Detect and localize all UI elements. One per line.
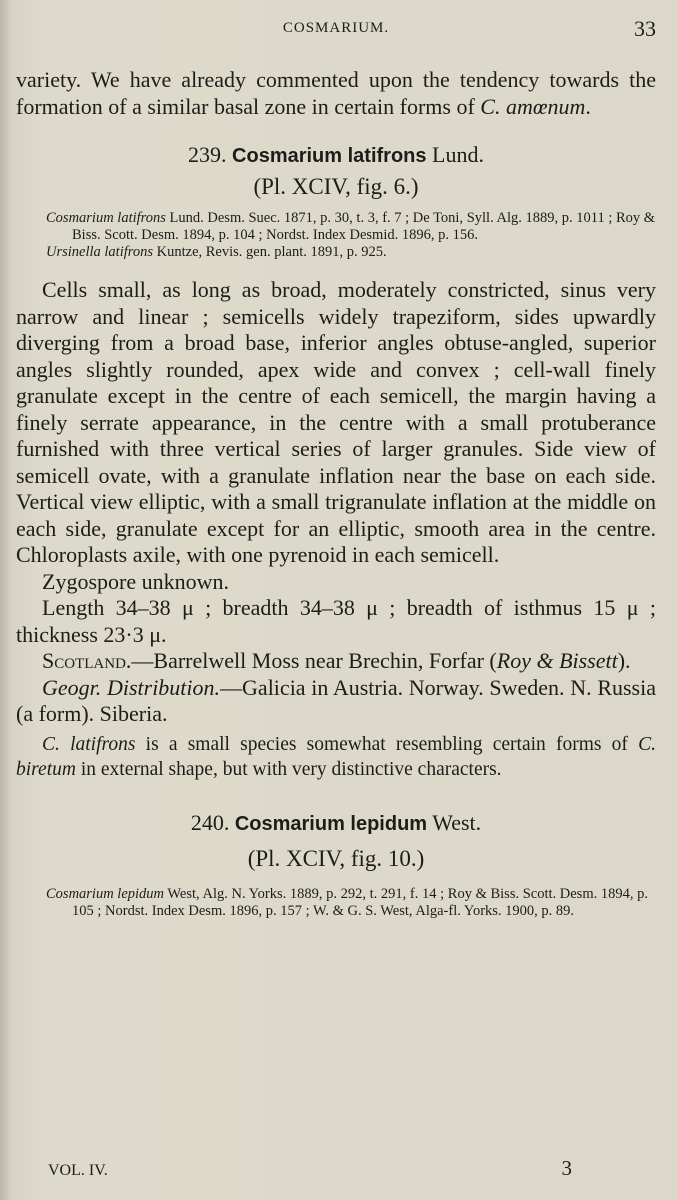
ref-text: Lund. Desm. Suec. 1871, p. 30, t. 3, f. 7 ; De Toni, Syll. Alg. 1889, p. 1011 ; Roy & Biss. Scott. Desm. 1894, p. 104 ; Nordst. Index Desmid. 1896, p. 156. <box>72 210 656 243</box>
scotland-label: Scotland. <box>42 648 132 673</box>
ref-name: Ursinella latifrons <box>46 244 154 260</box>
measurements: Length 34–38 μ ; breadth 34–38 μ ; breadth of isthmus 15 μ ; thickness 23·3 μ. <box>16 595 656 647</box>
species-number: 239. <box>188 142 227 167</box>
species-240-plate: (Pl. XCIV, fig. 10.) <box>247 845 425 871</box>
reference-1 <box>46 886 656 920</box>
running-head <box>16 0 656 40</box>
scotland-locality <box>16 648 656 675</box>
note-text: is a small species somewhat resembling certain forms of <box>135 733 639 755</box>
intro-species: C. amœnum <box>480 93 586 119</box>
note-species-2: C. biretum <box>16 733 656 780</box>
geogr-text: —Galicia in Austria. Norway. Sweden. N. Russia (a form). Siberia. <box>16 674 656 726</box>
intro-paragraph <box>16 67 656 120</box>
species-239-heading <box>16 142 656 168</box>
intro-end: . <box>585 93 591 119</box>
species-name: Cosmarium latifrons <box>232 145 427 167</box>
note-paragraph <box>16 732 656 782</box>
volume-label: VOL. IV. <box>48 1162 108 1179</box>
species-name: Cosmarium lepidum <box>234 812 428 835</box>
ref-text: Kuntze, Revis. gen. plant. 1891, p. 925. <box>153 244 387 260</box>
description: Cells small, as long as broad, moderately constricted, sinus very narrow and linear ; semicells widely trapeziform, sides upwardly diverging from a broad base, inferior angles obtuse-angled, superior angles slightly rounded, apex wide and convex ; cell-wall finely granulate except in the centre of each semicell, the margin having a finely serrate appearance, in the centre with a small protuberance furnished with three vertical series of larger granules. Side view of semicell ovate, with a granulate inflation near the base on each side. Vertical view elliptic, with a small trigranulate inflation at the middle on each side, granulate except for an elliptic, smooth area in the centre. Chloroplasts axile, with one pyrenoid in each semicell. <box>16 277 656 567</box>
geogr-label: Geogr. Distribution. <box>42 674 221 700</box>
reference-1 <box>46 210 656 244</box>
intro-text: variety. We have already commented upon the tendency towards the formation of a similar basal zone in certain forms of <box>16 67 656 119</box>
ref-name: Cosmarium lepidum <box>46 885 165 902</box>
signature-mark: 3 <box>561 1156 572 1180</box>
scotland-end: ). <box>617 648 631 673</box>
collectors: Roy & Bissett <box>496 648 618 673</box>
running-title: COSMARIUM. <box>282 20 390 36</box>
note-text-2: in external shape, but with very distinctive characters. <box>75 758 502 780</box>
species-240-heading <box>16 810 656 836</box>
note-species: C. latifrons <box>42 733 136 755</box>
zygospore: Zygospore unknown. <box>42 568 229 594</box>
species-239-references <box>16 210 656 261</box>
species-239-plate: (Pl. XCIV, fig. 6.) <box>253 174 419 199</box>
species-author: West. <box>432 809 482 835</box>
ref-text: West, Alg. N. Yorks. 1889, p. 292, t. 291, f. 14 ; Roy & Biss. Scott. Desm. 1894, p. 105 ; Nordst. Index Desm. 1896, p. 157 ; W. & G. S. West, Alga-fl. Yorks. 1900, p. 89. <box>72 885 648 919</box>
reference-2 <box>46 244 656 261</box>
species-author: Lund. <box>432 142 484 167</box>
geographic-distribution <box>16 675 656 728</box>
species-240-references <box>16 886 656 920</box>
species-number: 240. <box>190 809 230 835</box>
ref-name: Cosmarium latifrons <box>46 210 166 226</box>
page-number: 33 <box>634 16 656 41</box>
scotland-text: —Barrelwell Moss near Brechin, Forfar ( <box>131 648 497 673</box>
